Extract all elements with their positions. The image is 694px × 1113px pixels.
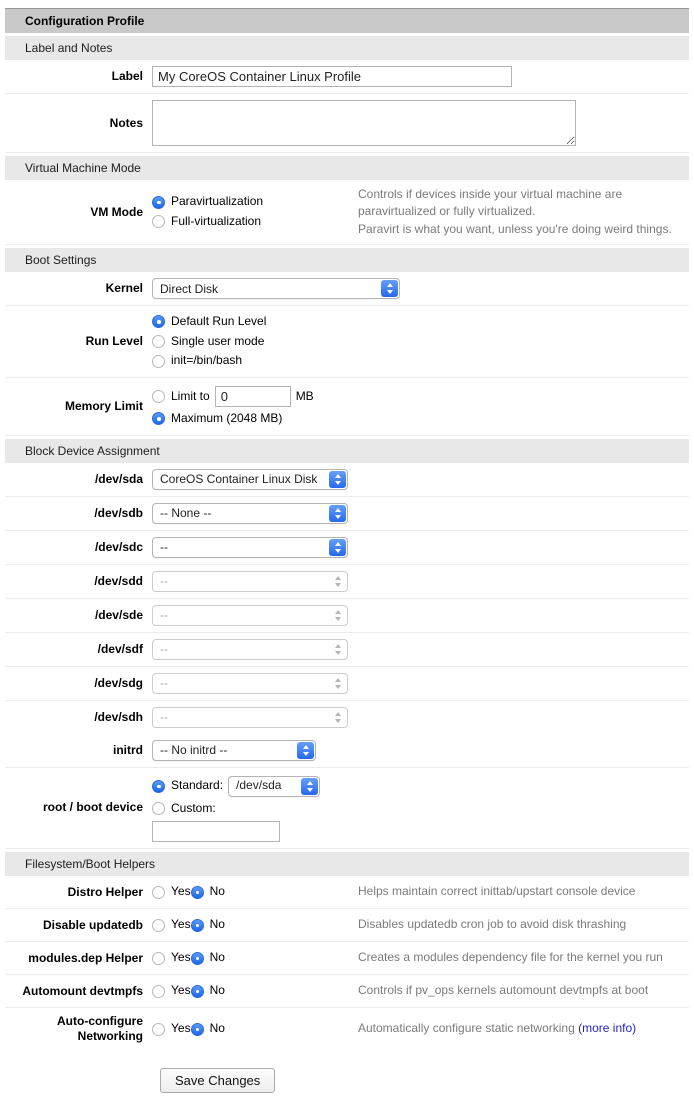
- run-level-row: [5, 306, 689, 378]
- radio-label: Single user mode: [171, 333, 265, 348]
- root-standard-label: Standard:: [171, 778, 224, 793]
- select-stepper-icon: [329, 709, 346, 726]
- radio-icon: [152, 952, 165, 965]
- helper-yes-option[interactable]: [152, 884, 191, 900]
- root-boot-device-row: [5, 768, 689, 850]
- no-label: No: [209, 917, 225, 932]
- block-device-select-value: -- None --: [160, 506, 212, 521]
- root-custom-option[interactable]: [152, 801, 320, 817]
- helper-label: Disable updatedb: [42, 917, 143, 932]
- helper-help: [358, 916, 689, 933]
- helper-no-option[interactable]: [191, 1021, 225, 1037]
- helper-yes-option[interactable]: [152, 983, 191, 999]
- no-label: No: [209, 1021, 225, 1036]
- notes-field-label: Notes: [109, 115, 143, 130]
- select-stepper-icon: [329, 539, 346, 556]
- vm-mode-row: [5, 180, 689, 245]
- helper-label: Distro Helper: [67, 884, 143, 899]
- block-device-row: [5, 463, 689, 497]
- helper-help-text: Disables updatedb cron job to avoid disk thrashing: [358, 917, 627, 932]
- block-device-row: [5, 633, 689, 667]
- block-device-row: [5, 565, 689, 599]
- notes-row: [5, 94, 689, 153]
- block-device-label: /dev/sda: [94, 471, 143, 486]
- block-device-label: /dev/sdf: [97, 641, 143, 656]
- no-label: No: [209, 950, 225, 965]
- block-device-select-value: --: [160, 676, 168, 691]
- kernel-label: Kernel: [105, 281, 143, 296]
- helper-no-option[interactable]: [191, 950, 225, 966]
- helper-yes-option[interactable]: [152, 1021, 191, 1037]
- section-filesystem-boot-helpers: Filesystem/Boot Helpers: [5, 852, 689, 876]
- radio-icon: [191, 1023, 204, 1036]
- helper-no-option[interactable]: [191, 884, 225, 900]
- initrd-label: initrd: [113, 742, 143, 757]
- block-device-select-value: --: [160, 642, 168, 657]
- radio-label: Default Run Level: [171, 314, 267, 329]
- vm-mode-option[interactable]: [152, 214, 358, 230]
- label-field-label: Label: [111, 69, 143, 83]
- helper-label: Auto-configure Networking: [57, 1014, 143, 1044]
- helper-label: Automount devtmpfs: [22, 983, 143, 998]
- block-device-row: [5, 599, 689, 633]
- yes-label: Yes: [171, 884, 191, 899]
- helper-no-option[interactable]: [191, 983, 225, 999]
- helper-no-option[interactable]: [191, 917, 225, 933]
- block-device-select-value: CoreOS Container Linux Disk: [160, 472, 318, 487]
- block-device-select[interactable]: [152, 605, 348, 626]
- vm-mode-help-line1: Controls if devices inside your virtual machine are paravirtualized or fully virtualized.: [358, 187, 623, 219]
- radio-icon: [152, 315, 165, 328]
- radio-icon: [152, 985, 165, 998]
- root-boot-device-label: root / boot device: [42, 800, 143, 815]
- root-device-select-value: /dev/sda: [236, 778, 282, 793]
- vm-mode-option[interactable]: [152, 194, 358, 210]
- select-stepper-icon: [329, 573, 346, 590]
- radio-label: Full-virtualization: [171, 214, 262, 229]
- radio-icon: [152, 802, 165, 815]
- block-device-row: [5, 701, 689, 734]
- run-level-option[interactable]: [152, 334, 358, 350]
- kernel-select[interactable]: [152, 278, 400, 299]
- helper-yes-option[interactable]: [152, 950, 191, 966]
- root-device-select[interactable]: [228, 776, 320, 797]
- radio-icon: [191, 985, 204, 998]
- helper-row: [5, 876, 689, 909]
- section-virtual-machine-mode: Virtual Machine Mode: [5, 156, 689, 180]
- yes-label: Yes: [171, 1021, 191, 1036]
- select-stepper-icon: [301, 778, 318, 795]
- select-stepper-icon: [329, 607, 346, 624]
- radio-icon: [152, 780, 165, 793]
- memory-maximum-option[interactable]: [152, 411, 314, 427]
- helper-help: [358, 883, 689, 900]
- helper-row: [5, 975, 689, 1008]
- block-device-select-value: --: [160, 574, 168, 589]
- more-info-link[interactable]: (more info): [578, 1021, 637, 1036]
- kernel-select-value: Direct Disk: [160, 281, 219, 296]
- yes-label: Yes: [171, 917, 191, 932]
- radio-icon: [191, 952, 204, 965]
- section-block-device-assignment: Block Device Assignment: [5, 439, 689, 463]
- block-device-label: /dev/sdc: [94, 539, 143, 554]
- helper-help: [358, 982, 689, 999]
- helper-help: [358, 949, 689, 966]
- block-device-row: [5, 667, 689, 701]
- radio-icon: [152, 335, 165, 348]
- select-stepper-icon: [329, 675, 346, 692]
- select-stepper-icon: [381, 280, 398, 297]
- block-device-label: /dev/sdb: [94, 505, 143, 520]
- block-device-select[interactable]: [152, 707, 348, 728]
- block-device-label: /dev/sde: [94, 607, 143, 622]
- block-device-row: [5, 531, 689, 565]
- block-device-select-value: --: [160, 710, 168, 725]
- kernel-row: [5, 272, 689, 306]
- block-device-select[interactable]: [152, 673, 348, 694]
- page-title: Configuration Profile: [5, 8, 689, 33]
- memory-unit-label: MB: [295, 388, 314, 403]
- root-custom-input[interactable]: [152, 821, 280, 842]
- radio-label: Paravirtualization: [171, 194, 264, 209]
- block-device-select[interactable]: [152, 639, 348, 660]
- radio-icon: [152, 196, 165, 209]
- helper-help-text: Automatically configure static networking: [358, 1021, 579, 1036]
- yes-label: Yes: [171, 983, 191, 998]
- helper-help: [358, 1020, 689, 1037]
- helper-help-text: Controls if pv_ops kernels automount devtmpfs at boot: [358, 983, 649, 998]
- helper-help-text: Helps maintain correct inittab/upstart console device: [358, 884, 636, 899]
- yes-label: Yes: [171, 950, 191, 965]
- memory-limit-label: Memory Limit: [64, 398, 143, 413]
- helper-help-text: Creates a modules dependency file for the kernel you run: [358, 950, 663, 965]
- block-device-label: /dev/sdh: [94, 709, 143, 724]
- block-device-label: /dev/sdg: [94, 675, 143, 690]
- memory-limit-input[interactable]: [215, 386, 291, 407]
- radio-icon: [152, 390, 165, 403]
- block-device-row: [5, 497, 689, 531]
- vm-mode-help: [358, 186, 689, 238]
- radio-icon: [152, 215, 165, 228]
- helper-label: modules.dep Helper: [28, 950, 143, 965]
- memory-limit-option[interactable]: [152, 386, 314, 407]
- initrd-select[interactable]: [152, 740, 316, 761]
- block-device-select[interactable]: [152, 469, 348, 490]
- select-stepper-icon: [329, 505, 346, 522]
- label-row: [5, 60, 689, 94]
- helper-yes-option[interactable]: [152, 917, 191, 933]
- save-changes-button[interactable]: Save Changes: [160, 1068, 275, 1093]
- root-custom-label: Custom:: [171, 800, 216, 815]
- radio-icon: [152, 412, 165, 425]
- root-standard-option[interactable]: [152, 776, 320, 797]
- radio-icon: [152, 1023, 165, 1036]
- vm-mode-label: VM Mode: [90, 204, 143, 219]
- block-device-select-value: --: [160, 608, 168, 623]
- no-label: No: [209, 983, 225, 998]
- radio-icon: [191, 919, 204, 932]
- radio-icon: [152, 919, 165, 932]
- no-label: No: [209, 884, 225, 899]
- initrd-select-value: -- No initrd --: [160, 743, 228, 758]
- block-device-select[interactable]: [152, 571, 348, 592]
- memory-limit-option-label: Limit to: [171, 388, 210, 403]
- helper-row: [5, 1008, 689, 1050]
- memory-maximum-option-label: Maximum (2048 MB): [171, 410, 283, 425]
- helper-row: [5, 909, 689, 942]
- vm-mode-help-line2: Paravirt is what you want, unless you're doing weird things.: [358, 221, 672, 236]
- section-boot-settings: Boot Settings: [5, 248, 689, 272]
- run-level-option[interactable]: [152, 314, 358, 330]
- notes-textarea[interactable]: [152, 100, 576, 146]
- radio-icon: [152, 355, 165, 368]
- radio-label: init=/bin/bash: [171, 353, 243, 368]
- helper-row: [5, 942, 689, 975]
- label-input[interactable]: [152, 66, 512, 87]
- select-stepper-icon: [329, 471, 346, 488]
- initrd-row: [5, 734, 689, 768]
- select-stepper-icon: [329, 641, 346, 658]
- select-stepper-icon: [297, 742, 314, 759]
- block-device-select[interactable]: [152, 503, 348, 524]
- block-device-select[interactable]: [152, 537, 348, 558]
- run-level-option[interactable]: [152, 353, 358, 369]
- block-device-label: /dev/sdd: [94, 573, 143, 588]
- section-label-and-notes: Label and Notes: [5, 36, 689, 60]
- block-device-select-value: --: [160, 540, 168, 555]
- memory-limit-row: [5, 378, 689, 436]
- run-level-label: Run Level: [85, 334, 143, 349]
